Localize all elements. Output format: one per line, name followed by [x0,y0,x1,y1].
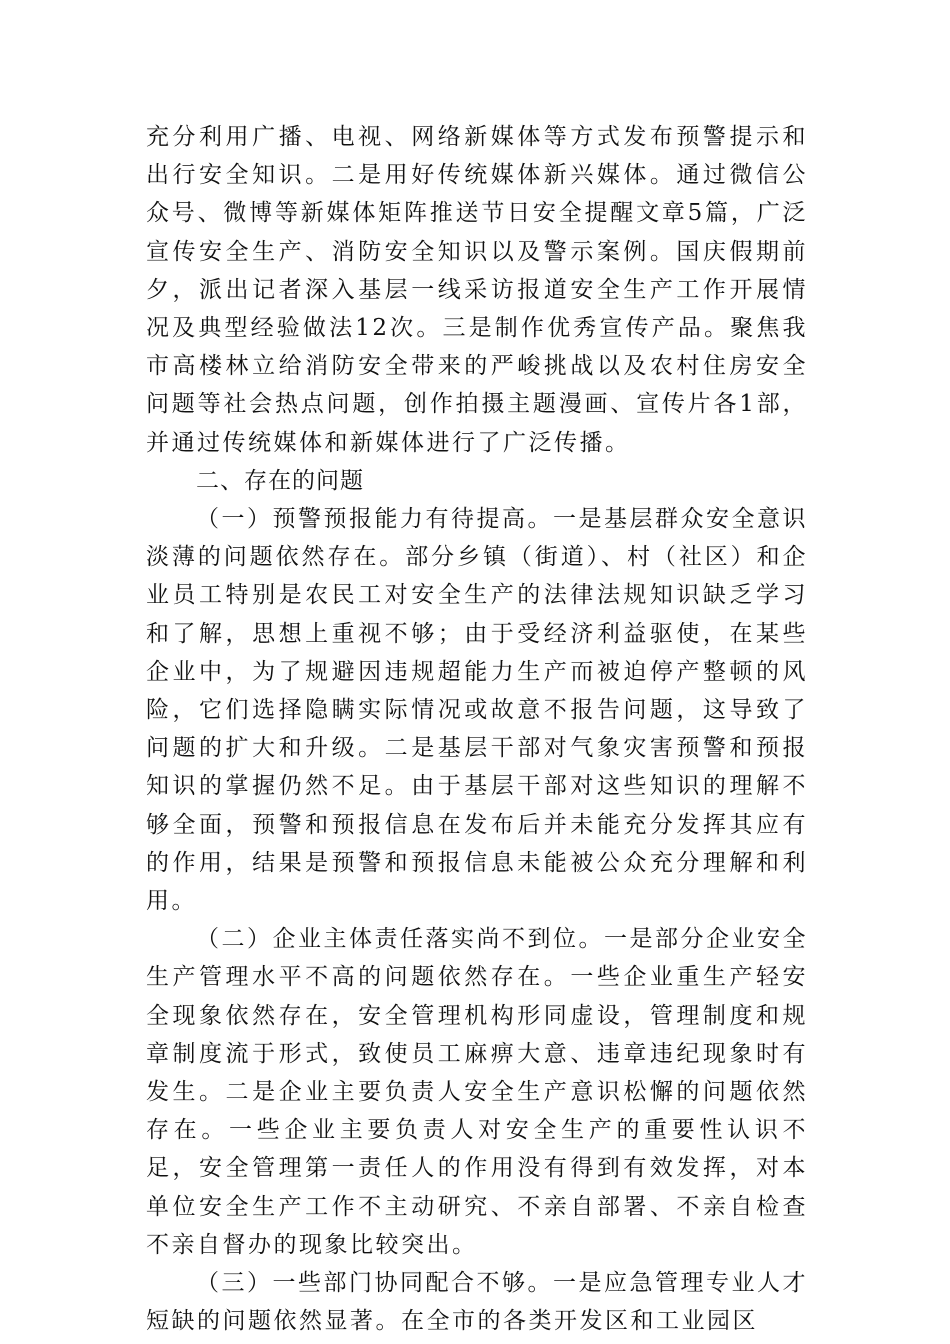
document-body [146,118,808,1341]
issue-paragraph-1 [146,500,808,920]
issue-heading-2: （二）企业主体责任落实尚不到位。 [196,926,604,953]
issue-body-1: 一是基层群众安全意识淡薄的问题依然存在。部分乡镇（街道）、村（社区）和企业员工特别是农民工对安全生产的法律法规知识缺乏学习和了解，思想上重视不够；由于受经济利益驱使，在某些企业中，为了规避因违规超能力生产而被迫停产整顿的风险，它们选择隐瞒实际情况或故意不报告问题，这导致了问题的扩大和升级。二是基层干部对气象灾害预警和预报知识的掌握仍然不足。由于基层干部对这些知识的理解不够全面，预警和预报信息在发布后并未能充分发挥其应有的作用，结果是预警和预报信息未能被公众充分理解和利用。 [146,506,808,915]
issue-body-3: 一是应急管理专业人才短缺的问题依然显著。在全市的各类开发区和工业园区 [146,1270,808,1335]
issue-body-2: 一是部分企业安全生产管理水平不高的问题依然存在。一些企业重生产轻安全现象依然存在，安全管理机构形同虚设，管理制度和规章制度流于形式，致使员工麻痹大意、违章违纪现象时有发生。二是企业主要负责人安全生产意识松懈的问题依然存在。一些企业主要负责人对安全生产的重要性认识不足，安全管理第一责任人的作用没有得到有效发挥，对本单位安全生产工作不主动研究、不亲自部署、不亲自检查不亲自督办的现象比较突出。 [146,926,808,1258]
intro-paragraph: 充分利用广播、电视、网络新媒体等方式发布预警提示和出行安全知识。二是用好传统媒体新兴媒体。通过微信公众号、微博等新媒体矩阵推送节日安全提醒文章5篇，广泛宣传安全生产、消防安全知识以及警示案例。国庆假期前夕，派出记者深入基层一线采访报道安全生产工作开展情况及典型经验做法12次。三是制作优秀宣传产品。聚焦我市高楼林立给消防安全带来的严峻挑战以及农村住房安全问题等社会热点问题，创作拍摄主题漫画、宣传片各1部，并通过传统媒体和新媒体进行了广泛传播。 [146,124,808,456]
issue-heading-1: （一）预警预报能力有待提高。 [196,506,553,533]
issue-paragraph-3 [146,1264,808,1340]
issue-paragraph-2 [146,920,808,1264]
issue-heading-3: （三）一些部门协同配合不够。 [196,1270,553,1297]
section-heading: 二、存在的问题 [196,467,364,494]
